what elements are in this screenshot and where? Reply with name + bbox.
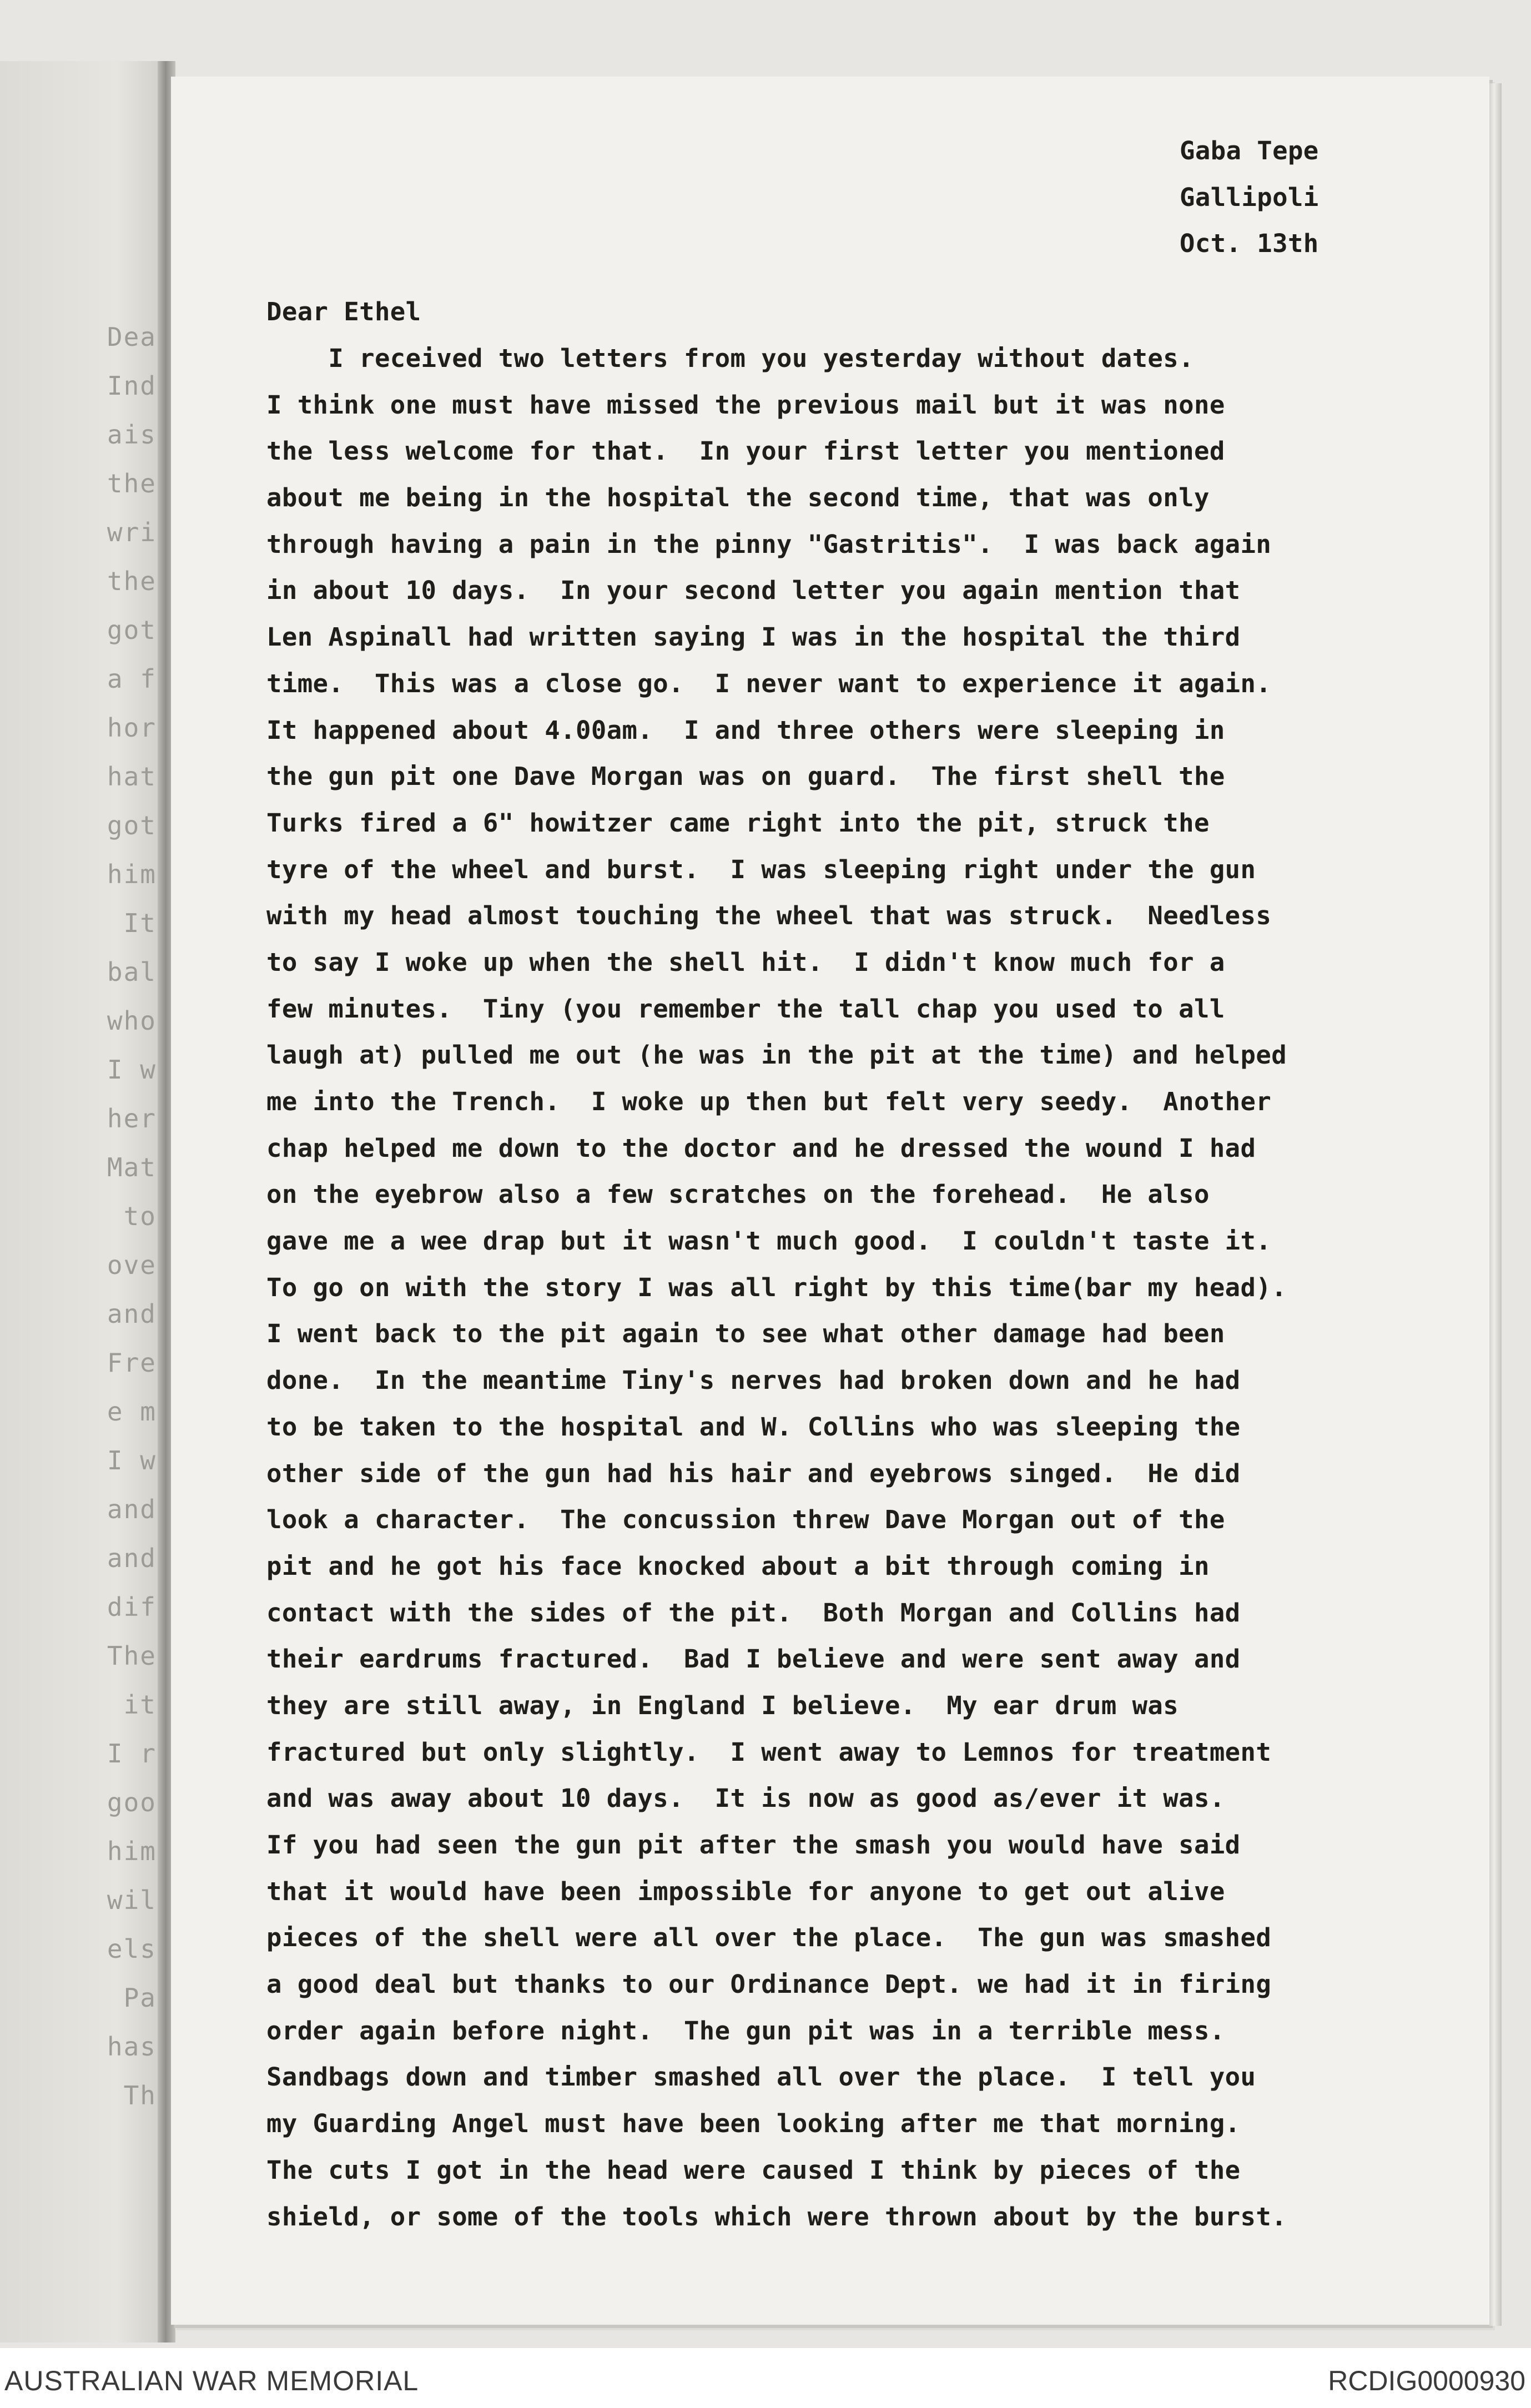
left-page-text-fragment: ais: [107, 420, 157, 450]
left-page-text-fragment: got: [107, 615, 157, 645]
letter-line: I went back to the pit again to see what other damage had been: [266, 1319, 1225, 1349]
left-page-text-fragment: the: [107, 566, 157, 596]
left-page-edge: [0, 61, 167, 2342]
letter-line: fractured but only slightly. I went away to Lemnos for treatment: [266, 1737, 1272, 1767]
left-page-text-fragment: I w: [107, 1445, 157, 1475]
left-page-text-fragment: Pa: [123, 1983, 157, 2013]
left-page-text-fragment: goo: [107, 1787, 157, 1817]
letter-body: [266, 335, 1287, 2240]
letter-line: that it would have been impossible for anyone to get out alive: [266, 1876, 1225, 1906]
left-page-text-fragment: hor: [107, 713, 157, 743]
page-stack-edge: [1489, 83, 1502, 2326]
record-id: RCDIG0000930: [1328, 2365, 1525, 2396]
letter-line: other side of the gun had his hair and eyebrows singed. He did: [266, 1458, 1241, 1488]
letter-line: To go on with the story I was all right by this time(bar my head).: [266, 1272, 1287, 1302]
left-page-text-fragment: dif: [107, 1592, 157, 1622]
letter-line: through having a pain in the pinny "Gastritis". I was back again: [266, 529, 1272, 559]
letter-line: time. This was a close go. I never want to experience it again.: [266, 668, 1272, 698]
left-page-text-fragment: It: [123, 908, 157, 938]
left-page-text-fragment: got: [107, 810, 157, 840]
left-page-text-fragment: him: [107, 859, 157, 889]
letter-line: shield, or some of the tools which were thrown about by the burst.: [266, 2202, 1287, 2231]
heading-place: Gaba Tepe: [1180, 136, 1319, 165]
left-page-text-fragment: the: [107, 468, 157, 498]
letter-line: and was away about 10 days. It is now as good as/ever it was.: [266, 1784, 1225, 1813]
heading-region: Gallipoli: [1180, 182, 1319, 212]
letter-line: laugh at) pulled me out (he was in the pit at the time) and helped: [266, 1040, 1287, 1070]
letter-line: I think one must have missed the previous mail but it was none: [266, 390, 1225, 420]
left-page-text-fragment: to: [123, 1201, 157, 1231]
left-page-text-fragment: Dea: [107, 322, 157, 352]
left-page-text-fragment: and: [107, 1494, 157, 1524]
letter-line: I received two letters from you yesterday without dates.: [266, 344, 1194, 373]
letter-line: the less welcome for that. In your first letter you mentioned: [266, 436, 1225, 466]
letter-line: look a character. The concussion threw Dave Morgan out of the: [266, 1505, 1225, 1535]
left-page-text-fragment: Th: [123, 2080, 157, 2110]
archive-name: AUSTRALIAN WAR MEMORIAL: [4, 2365, 419, 2396]
left-page-text-fragment: wil: [107, 1885, 157, 1915]
left-page-text-fragment: and: [107, 1543, 157, 1573]
letter-line: order again before night. The gun pit was in a terrible mess.: [266, 2016, 1225, 2046]
left-page-text-fragment: Ind: [107, 371, 157, 401]
letter-line: pieces of the shell were all over the place. The gun was smashed: [266, 1923, 1272, 1953]
letter-line: gave me a wee drap but it wasn't much good. I couldn't taste it.: [266, 1226, 1272, 1256]
letter-line: The cuts I got in the head were caused I think by pieces of the: [266, 2155, 1241, 2185]
left-page-text-fragment: Mat: [107, 1152, 157, 1182]
letter-line: done. In the meantime Tiny's nerves had broken down and he had: [266, 1366, 1241, 1396]
letter-line: pit and he got his face knocked about a bit through coming in: [266, 1551, 1210, 1581]
letter-line: a good deal but thanks to our Ordinance Dept. we had it in firing: [266, 1969, 1272, 1999]
letter-line: they are still away, in England I believe. My ear drum was: [266, 1690, 1179, 1720]
letter-line: with my head almost touching the wheel that was struck. Needless: [266, 901, 1272, 931]
letter-line: It happened about 4.00am. I and three others were sleeping in: [266, 715, 1225, 745]
left-page-text-fragment: Fre: [107, 1348, 157, 1378]
letter-line: their eardrums fractured. Bad I believe and were sent away and: [266, 1644, 1241, 1674]
letter-line: Sandbags down and timber smashed all over the place. I tell you: [266, 2062, 1256, 2092]
letter-line: the gun pit one Dave Morgan was on guard. The first shell the: [266, 762, 1225, 792]
letter-line: to say I woke up when the shell hit. I didn't know much for a: [266, 947, 1225, 977]
left-page-text-fragment: e m: [107, 1397, 157, 1427]
letter-line: Turks fired a 6" howitzer came right into the pit, struck the: [266, 808, 1210, 838]
letter-line: contact with the sides of the pit. Both Morgan and Collins had: [266, 1598, 1241, 1628]
left-page-text-fragment: a f: [107, 664, 157, 694]
letter-line: If you had seen the gun pit after the smash you would have said: [266, 1830, 1241, 1860]
left-page-text-fragment: I w: [107, 1055, 157, 1085]
heading-date: Oct. 13th: [1180, 229, 1319, 259]
left-page-text-fragment: her: [107, 1104, 157, 1134]
left-page-text-fragment: wri: [107, 517, 157, 547]
letter-heading: [1163, 128, 1474, 267]
letter-line: Len Aspinall had written saying I was in the hospital the third: [266, 622, 1241, 652]
left-page-text-fragment: hat: [107, 762, 157, 792]
letter-line: to be taken to the hospital and W. Collins who was sleeping the: [266, 1412, 1241, 1442]
letter-line: in about 10 days. In your second letter you again mention that: [266, 576, 1241, 606]
salutation: Dear Ethel: [266, 297, 421, 326]
letter-line: tyre of the wheel and burst. I was sleeping right under the gun: [266, 854, 1256, 884]
left-page-text-fragment: who: [107, 1006, 157, 1036]
left-page-text-fragment: I r: [107, 1739, 157, 1769]
archive-footer: [0, 2348, 1531, 2408]
left-page-text-fragment: has: [107, 2032, 157, 2062]
letter-line: few minutes. Tiny (you remember the tall chap you used to all: [266, 994, 1225, 1024]
left-page-text-fragment: and: [107, 1299, 157, 1329]
letter-line: my Guarding Angel must have been looking after me that morning.: [266, 2109, 1241, 2139]
letter-line: chap helped me down to the doctor and he dressed the wound I had: [266, 1133, 1256, 1163]
left-page-text-fragment: it: [123, 1690, 157, 1720]
left-page-text-fragment: The: [107, 1641, 157, 1671]
letter-line: on the eyebrow also a few scratches on the forehead. He also: [266, 1180, 1210, 1210]
letter-line: about me being in the hospital the second time, that was only: [266, 483, 1210, 513]
left-page-text-fragment: ove: [107, 1250, 157, 1280]
left-page-text-fragment: him: [107, 1836, 157, 1866]
left-page-text-fragment: els: [107, 1934, 157, 1964]
left-page-text-fragment: bal: [107, 957, 157, 987]
letter-line: me into the Trench. I woke up then but felt very seedy. Another: [266, 1087, 1272, 1116]
